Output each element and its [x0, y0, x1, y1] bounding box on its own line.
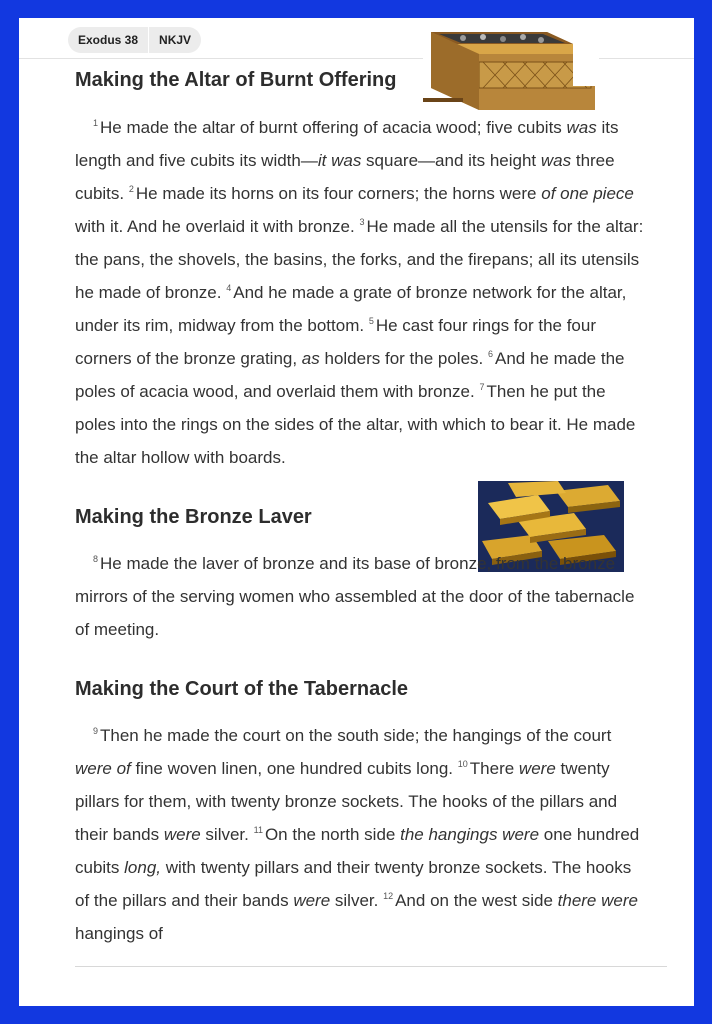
passage-selector[interactable]	[68, 27, 201, 53]
verse-italic-text: there were	[557, 891, 638, 910]
verse-italic-text: as	[301, 349, 320, 368]
chapter-text	[75, 62, 645, 950]
verse-number[interactable]: 7	[479, 382, 485, 393]
verse-text: And on the west side	[395, 891, 558, 910]
verse-number[interactable]: 8	[93, 554, 99, 565]
verse-italic-text: were	[163, 825, 201, 844]
verse-text: twenty pillars for them, with twenty bronze sockets. The hooks of the pillars and their bands	[75, 759, 618, 844]
verse-number[interactable]: 11	[253, 825, 263, 836]
verse-text: On the north side	[264, 825, 401, 844]
verse-text: There	[469, 759, 519, 778]
reader-page	[19, 18, 694, 1006]
verse-number[interactable]: 1	[93, 118, 99, 129]
verse-text: its length and five cubits its width—	[75, 118, 619, 170]
book-chapter-button[interactable]: Exodus 38	[78, 33, 139, 47]
verse-italic-text: was	[566, 118, 597, 137]
verse-text: with twenty pillars and their twenty bronze sockets. The hooks of the pillars and their bands	[75, 858, 632, 910]
section-heading-court: Making the Court of the Tabernacle	[75, 678, 408, 700]
section-heading-laver: Making the Bronze Laver	[75, 506, 312, 528]
verse-italic-text: were	[518, 759, 556, 778]
section-paragraph-laver	[75, 547, 645, 646]
verse-italic-text: of one piece	[541, 184, 634, 203]
verse-italic-text: long,	[124, 858, 162, 877]
verse-text: And he made the poles of acacia wood, and overlaid them with bronze.	[75, 349, 625, 401]
verse-number[interactable]: 5	[368, 316, 374, 327]
section-paragraph-altar	[75, 111, 645, 474]
section-heading-altar: Making the Altar of Burnt Offering	[75, 69, 397, 91]
verse-number[interactable]: 10	[457, 759, 468, 770]
verse-text: with it. And he overlaid it with bronze.	[75, 217, 360, 236]
bottom-divider	[75, 966, 667, 967]
verse-text: fine woven linen, one hundred cubits long.	[130, 759, 458, 778]
version-button[interactable]: NKJV	[159, 33, 192, 47]
verse-text: three cubits.	[75, 151, 615, 203]
verse-text: He made the altar of burnt offering of acacia wood; five cubits	[100, 118, 567, 137]
verse-italic-text: it was	[317, 151, 362, 170]
verse-text: hangings of	[75, 924, 163, 943]
verse-text: square—and its height	[361, 151, 541, 170]
verse-number[interactable]: 2	[128, 184, 134, 195]
verse-number[interactable]: 12	[383, 891, 394, 902]
verse-text: Then he made the court on the south side; the hangings of the court	[100, 726, 612, 745]
verse-text: holders for the poles.	[319, 349, 488, 368]
verse-text: He cast four rings for the four corners of the bronze grating,	[75, 316, 596, 368]
verse-number[interactable]: 9	[93, 726, 99, 737]
verse-text: silver.	[200, 825, 254, 844]
verse-number[interactable]: 3	[359, 217, 365, 228]
section-paragraph-court	[75, 719, 645, 950]
verse-text: one hundred cubits	[75, 825, 640, 877]
verse-text: silver.	[330, 891, 384, 910]
verse-number[interactable]: 6	[487, 349, 493, 360]
verse-italic-text: were of	[75, 759, 131, 778]
verse-italic-text: was	[540, 151, 572, 170]
verse-italic-text: were	[293, 891, 331, 910]
verse-text: He made all the utensils for the altar: the pans, the shovels, the basins, the forks, and the firepans; all its utensils he made of bronze.	[75, 217, 644, 302]
verse-text: Then he put the poles into the rings on the sides of the altar, with which to bear it. He made the altar hollow with boards.	[75, 382, 636, 467]
verse-text: He made its horns on its four corners; the horns were	[135, 184, 542, 203]
verse-italic-text: the hangings were	[400, 825, 540, 844]
verse-text: And he made a grate of bronze network for the altar, under its rim, midway from the bottom.	[75, 283, 627, 335]
verse-number[interactable]: 4	[226, 283, 232, 294]
verse-text: He made the laver of bronze and its base of bronze, from the bronze mirrors of the serving women who assembled at the door of the tabernacle of meeting.	[75, 554, 635, 639]
